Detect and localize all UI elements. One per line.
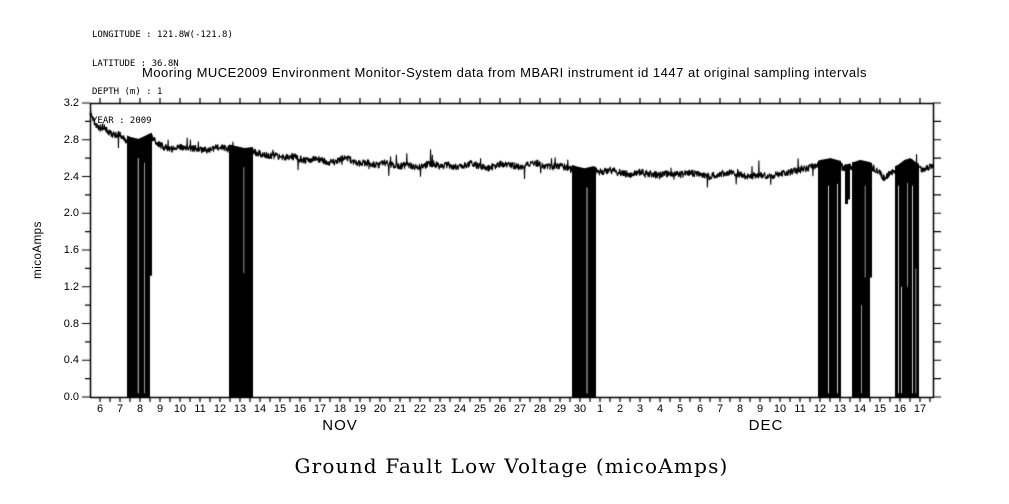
x-tick-label: 15 bbox=[873, 403, 887, 415]
chart-footer-title: Ground Fault Low Voltage (micoAmps) bbox=[294, 454, 729, 478]
x-tick-label: 30 bbox=[573, 403, 587, 415]
chart-title: Mooring MUCE2009 Environment Monitor-System data from MBARI instrument id 1447 at original sampling intervals bbox=[141, 65, 867, 80]
x-tick-label: 12 bbox=[213, 403, 227, 415]
x-tick-label: 5 bbox=[676, 403, 684, 415]
x-tick-label: 11 bbox=[794, 403, 806, 415]
x-tick-label: 9 bbox=[756, 403, 764, 415]
x-tick-label: 26 bbox=[493, 403, 507, 415]
x-tick-label: 17 bbox=[913, 403, 927, 415]
y-tick-label: 2.4 bbox=[63, 170, 79, 183]
metadata-latitude: LATITUDE : 36.8N bbox=[92, 58, 179, 69]
x-tick-label: 6 bbox=[96, 403, 104, 415]
month-label-nov: NOV bbox=[322, 417, 358, 434]
y-tick-label: 1.2 bbox=[63, 280, 79, 293]
x-tick-label: 20 bbox=[373, 403, 387, 415]
x-tick-label: 16 bbox=[893, 403, 907, 415]
x-tick-label: 11 bbox=[194, 403, 206, 415]
x-tick-label: 25 bbox=[473, 403, 487, 415]
y-tick-label: 0.0 bbox=[63, 391, 79, 403]
y-axis-label: micoAmps bbox=[32, 221, 44, 279]
x-tick-label: 23 bbox=[433, 403, 447, 415]
x-tick-label: 9 bbox=[156, 403, 164, 415]
x-tick-label: 8 bbox=[136, 403, 144, 415]
x-tick-label: 15 bbox=[273, 403, 287, 415]
x-tick-label: 14 bbox=[253, 403, 267, 415]
y-tick-label: 1.6 bbox=[63, 244, 79, 256]
metadata-longitude: LONGITUDE : 121.8W(-121.8) bbox=[92, 30, 233, 40]
x-tick-label: 14 bbox=[853, 403, 867, 415]
y-tick-label: 0.4 bbox=[63, 354, 79, 367]
y-tick-label: 3.2 bbox=[63, 97, 79, 109]
y-tick-label: 2.8 bbox=[63, 133, 79, 146]
x-tick-label: 10 bbox=[173, 403, 187, 415]
x-tick-label: 7 bbox=[116, 403, 124, 415]
x-tick-label: 21 bbox=[393, 403, 407, 415]
x-tick-label: 12 bbox=[813, 403, 827, 415]
x-tick-label: 1 bbox=[596, 403, 604, 415]
month-label-dec: DEC bbox=[748, 417, 784, 434]
x-tick-label: 8 bbox=[736, 403, 744, 415]
x-tick-label: 13 bbox=[233, 403, 247, 415]
x-tick-label: 13 bbox=[833, 403, 847, 415]
x-tick-label: 22 bbox=[413, 403, 427, 415]
x-tick-label: 17 bbox=[313, 403, 327, 415]
x-tick-label: 16 bbox=[293, 403, 307, 415]
x-tick-label: 28 bbox=[533, 403, 547, 415]
metadata-year: YEAR : 2009 bbox=[92, 115, 152, 126]
metadata-depth: DEPTH (m) : 1 bbox=[92, 87, 163, 97]
x-tick-label: 4 bbox=[656, 403, 664, 415]
x-tick-label: 6 bbox=[696, 403, 704, 415]
x-tick-label: 24 bbox=[453, 403, 467, 415]
x-tick-label: 10 bbox=[773, 403, 787, 415]
x-tick-label: 19 bbox=[353, 403, 367, 415]
x-tick-label: 2 bbox=[616, 403, 624, 415]
x-tick-label: 27 bbox=[513, 403, 527, 415]
x-tick-label: 3 bbox=[636, 403, 644, 415]
y-tick-label: 0.8 bbox=[63, 317, 79, 330]
x-tick-label: 7 bbox=[716, 403, 724, 415]
x-tick-label: 18 bbox=[333, 403, 347, 415]
x-tick-label: 29 bbox=[553, 403, 567, 415]
y-tick-label: 2.0 bbox=[63, 207, 79, 220]
